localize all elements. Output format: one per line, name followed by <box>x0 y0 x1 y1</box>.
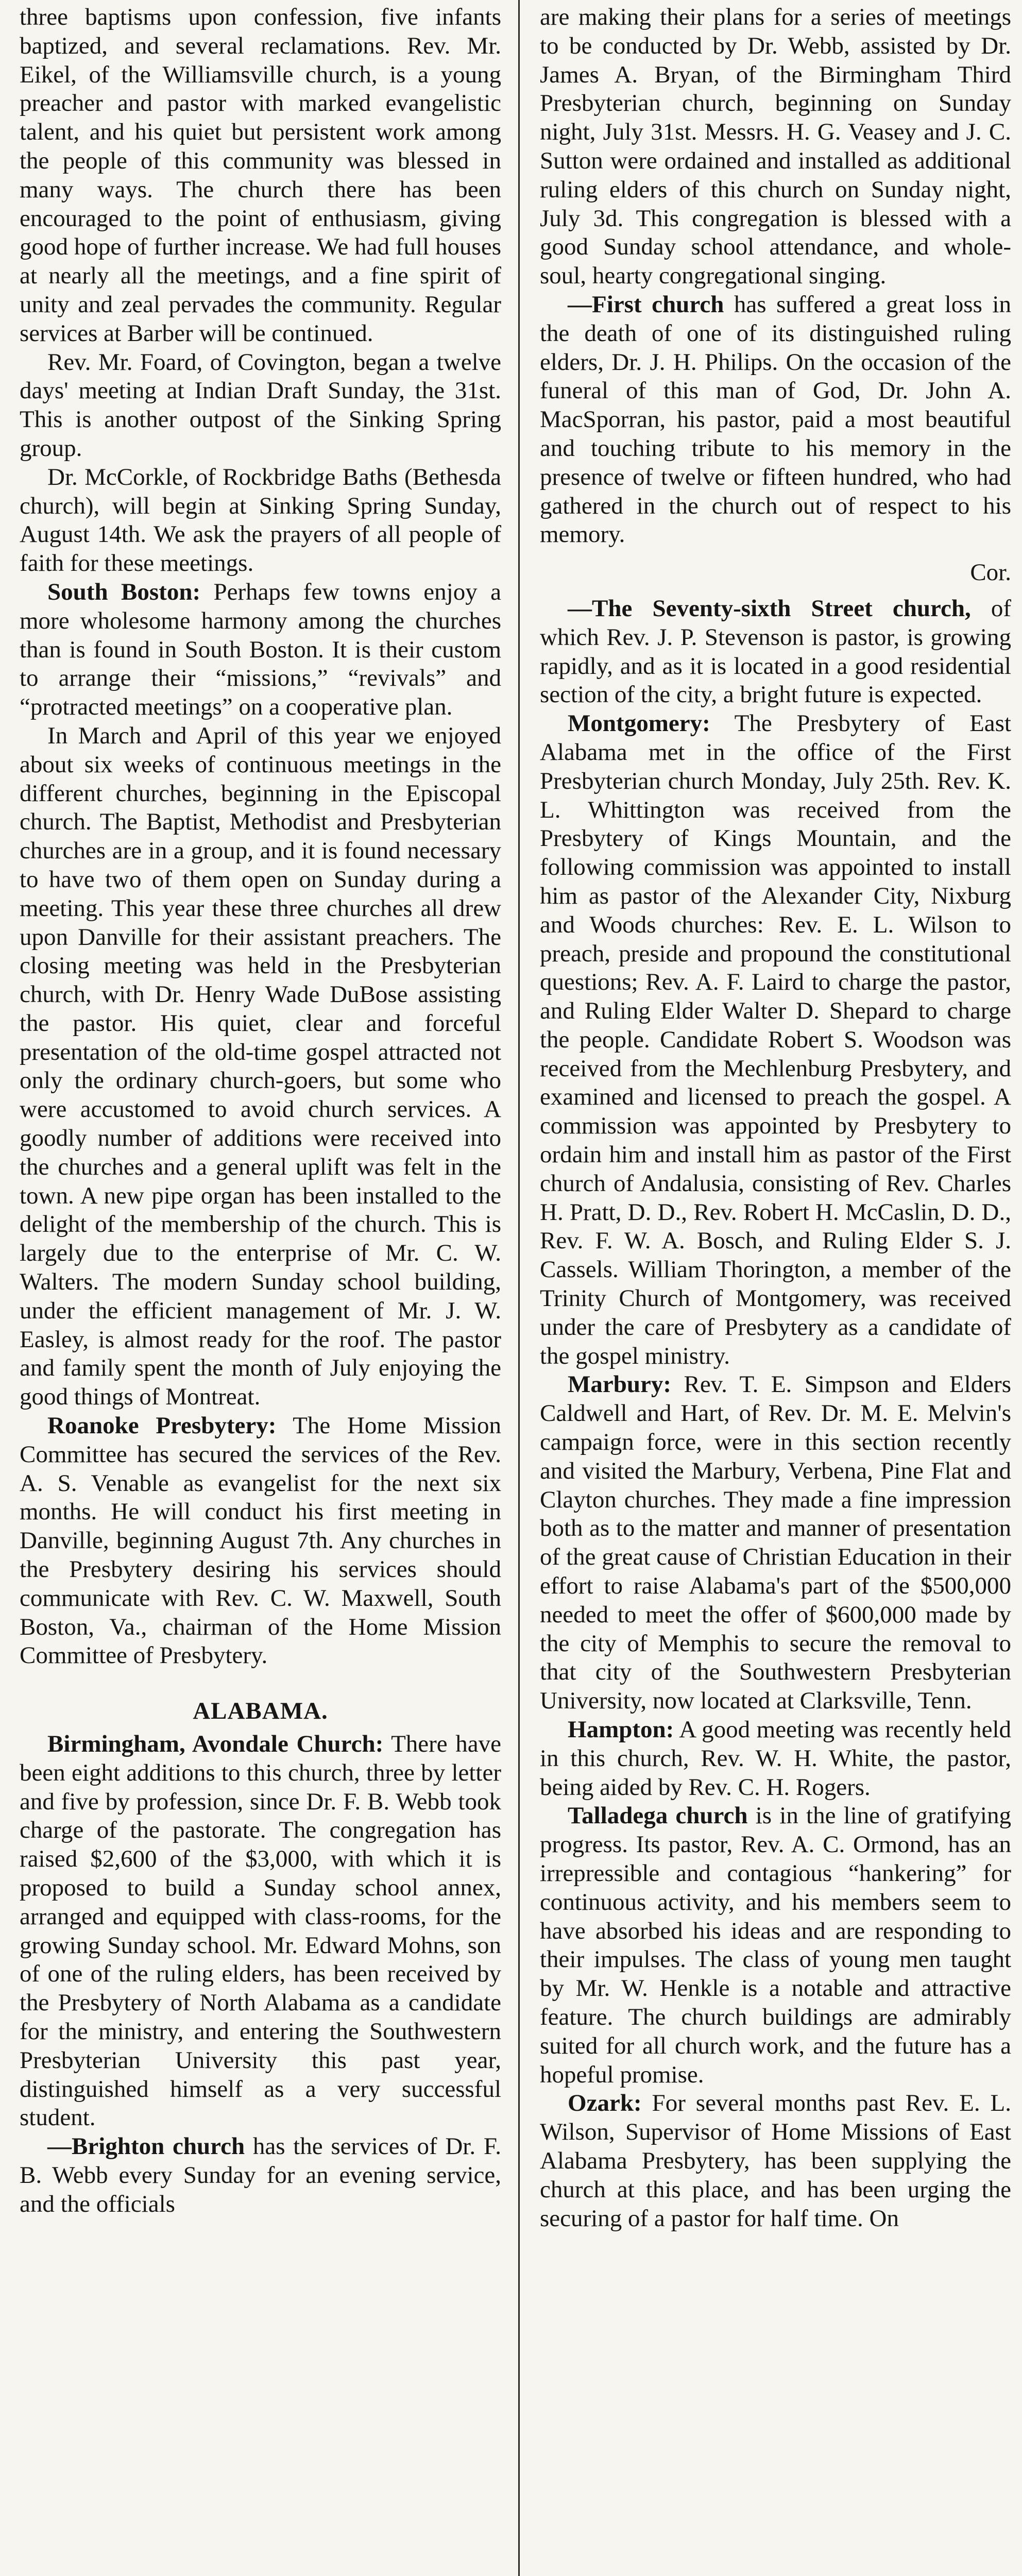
marbury-heading: Marbury: <box>568 1371 672 1398</box>
avondale-church-heading: Birmingham, Avondale Church: <box>47 1731 384 1758</box>
section-heading-alabama: ALABAMA. <box>193 1698 328 1725</box>
talladega-church-text: is in the line of gratifying progress. Its pastor, Rev. A. C. Ormond, has an irrepressible and contagious “hankering” for continuous activity, and his members seem to have absorbed his ideas and are responding to their impulses. The class of young men taught by Mr. W. Henkle is a notable and attractive feature. The church buildings are admirably suited for all church work, and the future has a hopeful promise. <box>540 1802 1011 2088</box>
first-church-heading: —First church <box>568 291 724 318</box>
correspondent-signature: Cor. <box>970 559 1011 586</box>
paragraph-marbury <box>540 1370 1011 1716</box>
brighton-church-heading: —Brighton church <box>47 2133 245 2160</box>
south-boston-text: Perhaps few towns enjoy a more wholesome harmony among the churches than is found in South Boston. It is their custom to arrange their “missions,” “revivals” and “protracted meetings” on a cooperative plan. <box>20 578 501 721</box>
paragraph-hampton <box>540 1716 1011 1802</box>
left-column <box>20 3 501 2576</box>
roanoke-presbytery-text: The Home Mission Committee has secured the services of the Rev. A. S. Venable as evangelist for the next six months. He will conduct his first meeting in Danville, beginning August 7th. Any churches in the Presbytery desiring his services should communicate with Rev. C. W. Maxwell, South Boston, Va., chairman of the Home Mission Committee of Presbytery. <box>20 1412 501 1669</box>
paragraph-talladega-church <box>540 1802 1011 2089</box>
talladega-church-heading: Talladega church <box>568 1802 748 1829</box>
avondale-church-text: There have been eight additions to this church, three by letter and five by profession, since Dr. F. B. Webb took charge of the pastorate. The congregation has raised $2,600 of the $3,000, with which it is proposed to build a Sunday school annex, arranged and equipped with class-rooms, for the growing Sunday school. Mr. Edward Mohns, son of one of the ruling elders, has been received by the Presbytery of North Alabama as a candidate for the ministry, and entering the Southwestern Presbyterian University this past year, distinguished himself as a very successful student. <box>20 1731 501 2131</box>
ozark-heading: Ozark: <box>568 2090 642 2117</box>
paragraph-continuous-meetings: In March and April of this year we enjoyed about six weeks of continuous meetings in the different churches, beginning in the Episcopal church. The Baptist, Methodist and Presbyterian churches are in a group, and it is found necessary to have two of them open on Sunday during a meeting. This year these three churches all drew upon Danville for their assistant preachers. The closing meeting was held in the Presbyterian church, with Dr. Henry Wade DuBose assisting the pastor. His quiet, clear and forceful presentation of the old-time gospel attracted not only the ordinary church-goers, but some who were accustomed to avoid church services. A goodly number of additions were received into the churches and a general uplift was felt in the town. A new pipe organ has been installed to the delight of the membership of the church. This is largely due to the enterprise of Mr. C. W. Walters. The modern Sunday school building, under the efficient management of Mr. J. W. Easley, is almost ready for the roof. The pastor and family spent the month of July enjoying the good things of Montreat. <box>20 722 501 1411</box>
paragraph-sinking-spring: Dr. McCorkle, of Rockbridge Baths (Bethesda church), will begin at Sinking Spring Sunday, August 14th. We ask the prayers of all people of faith for these meetings. <box>20 463 501 577</box>
paragraph-avondale-church <box>20 1730 501 2132</box>
montgomery-heading: Montgomery: <box>568 710 710 737</box>
right-column <box>540 3 1011 2576</box>
brighton-church-text: has the services of Dr. F. B. Webb every Sunday for an evening service, and the officials <box>20 2133 501 2217</box>
paragraph-montgomery <box>540 709 1011 1370</box>
paragraph-ozark <box>540 2089 1011 2233</box>
paragraph-barber-meetings: three baptisms upon confession, five infants baptized, and several reclamations. Rev. Mr. Eikel, of the Williamsville church, is a young preacher and pastor with marked evangelistic talent, and his quiet but persistent work among the people of this community was blessed in many ways. The church there has been encouraged to the point of enthusiasm, giving good hope of further increase. We had full houses at nearly all the meetings, and a fine spirit of unity and zeal pervades the community. Regular services at Barber will be continued. <box>20 4 501 347</box>
montgomery-text: The Presbytery of East Alabama met in the office of the First Presbyterian church Monday, July 25th. Rev. K. L. Whittington was received from the Presbytery of Kings Mountain, and the following commission was appointed to install him as pastor of the Alexander City, Nixburg and Woods churches: Rev. E. L. Wilson to preach, preside and propound the constitutional questions; Rev. A. F. Laird to charge the pastor, and Ruling Elder Walter D. Shepard to charge the people. Candidate Robert S. Woodson was received from the Mechlenburg Presbytery, and examined and licensed to preach the gospel. A commission was appointed by Presbytery to ordain him and install him as pastor of the First church of Andalusia, consisting of Rev. Charles H. Pratt, D. D., Rev. Robert H. McCaslin, D. D., Rev. F. W. A. Bosch, and Ruling Elder S. J. Cassels. William Thorington, a member of the Trinity Church of Montgomery, was received under the care of Presbytery as a candidate of the gospel ministry. <box>540 710 1011 1369</box>
roanoke-presbytery-heading: Roanoke Presbytery: <box>47 1412 277 1439</box>
marbury-text: Rev. T. E. Simpson and Elders Caldwell and Hart, of Rev. Dr. M. E. Melvin's campaign force, were in this section recently and visited the Marbury, Verbena, Pine Flat and Clayton churches. They made a fine impression both as to the matter and manner of presentation of the great cause of Christian Education in their effort to raise Alabama's part of the $500,000 needed to meet the offer of $600,000 made by the city of Memphis to secure the removal to that city of the Southwestern Presbyterian University, now located at Clarksville, Tenn. <box>540 1371 1011 1715</box>
paragraph-first-church <box>540 291 1011 549</box>
ozark-text: For several months past Rev. E. L. Wilson, Supervisor of Home Missions of East Alabama Presbytery, has been supplying the church at this place, and has been urging the securing of a pastor for half time. On <box>540 2090 1011 2232</box>
seventy-sixth-street-heading: —The Seventy-sixth Street church, <box>568 595 971 622</box>
column-divider <box>518 0 520 2576</box>
first-church-text: has suffered a great loss in the death of one of its distinguished ruling elders, Dr. J. H. Philips. On the occasion of the funeral of this man of God, Dr. John A. MacSporran, his pastor, paid a most beautiful and touching tribute to his memory in the presence of twelve or fifteen hundred, who had gathered in the church out of respect to his memory. <box>540 291 1011 548</box>
paragraph-brighton-continued: are making their plans for a series of meetings to be conducted by Dr. Webb, assisted by Dr. James A. Bryan, of the Birmingham Third Presbyterian church, beginning on Sunday night, July 31st. Messrs. H. G. Veasey and J. C. Sutton were ordained and installed as additional ruling elders of this church on Sunday night, July 3d. This congregation is blessed with a good Sunday school attendance, and whole-soul, hearty congregational singing. <box>540 4 1011 290</box>
south-boston-heading: South Boston: <box>47 578 201 605</box>
paragraph-south-boston <box>20 578 501 722</box>
paragraph-indian-draft: Rev. Mr. Foard, of Covington, began a twelve days' meeting at Indian Draft Sunday, the 31st. This is another outpost of the Sinking Spring group. <box>20 348 501 462</box>
paragraph-brighton-church <box>20 2132 501 2218</box>
paragraph-roanoke-presbytery <box>20 1412 501 1670</box>
hampton-heading: Hampton: <box>568 1716 674 1743</box>
paragraph-seventy-sixth-street <box>540 595 1011 709</box>
hampton-text: A good meeting was recently held in this church, Rev. W. H. White, the pastor, being aided by Rev. C. H. Rogers. <box>540 1716 1011 1801</box>
seventy-sixth-street-text: of which Rev. J. P. Stevenson is pastor, is growing rapidly, and as it is located in a good residential section of the city, a bright future is expected. <box>540 595 1011 708</box>
